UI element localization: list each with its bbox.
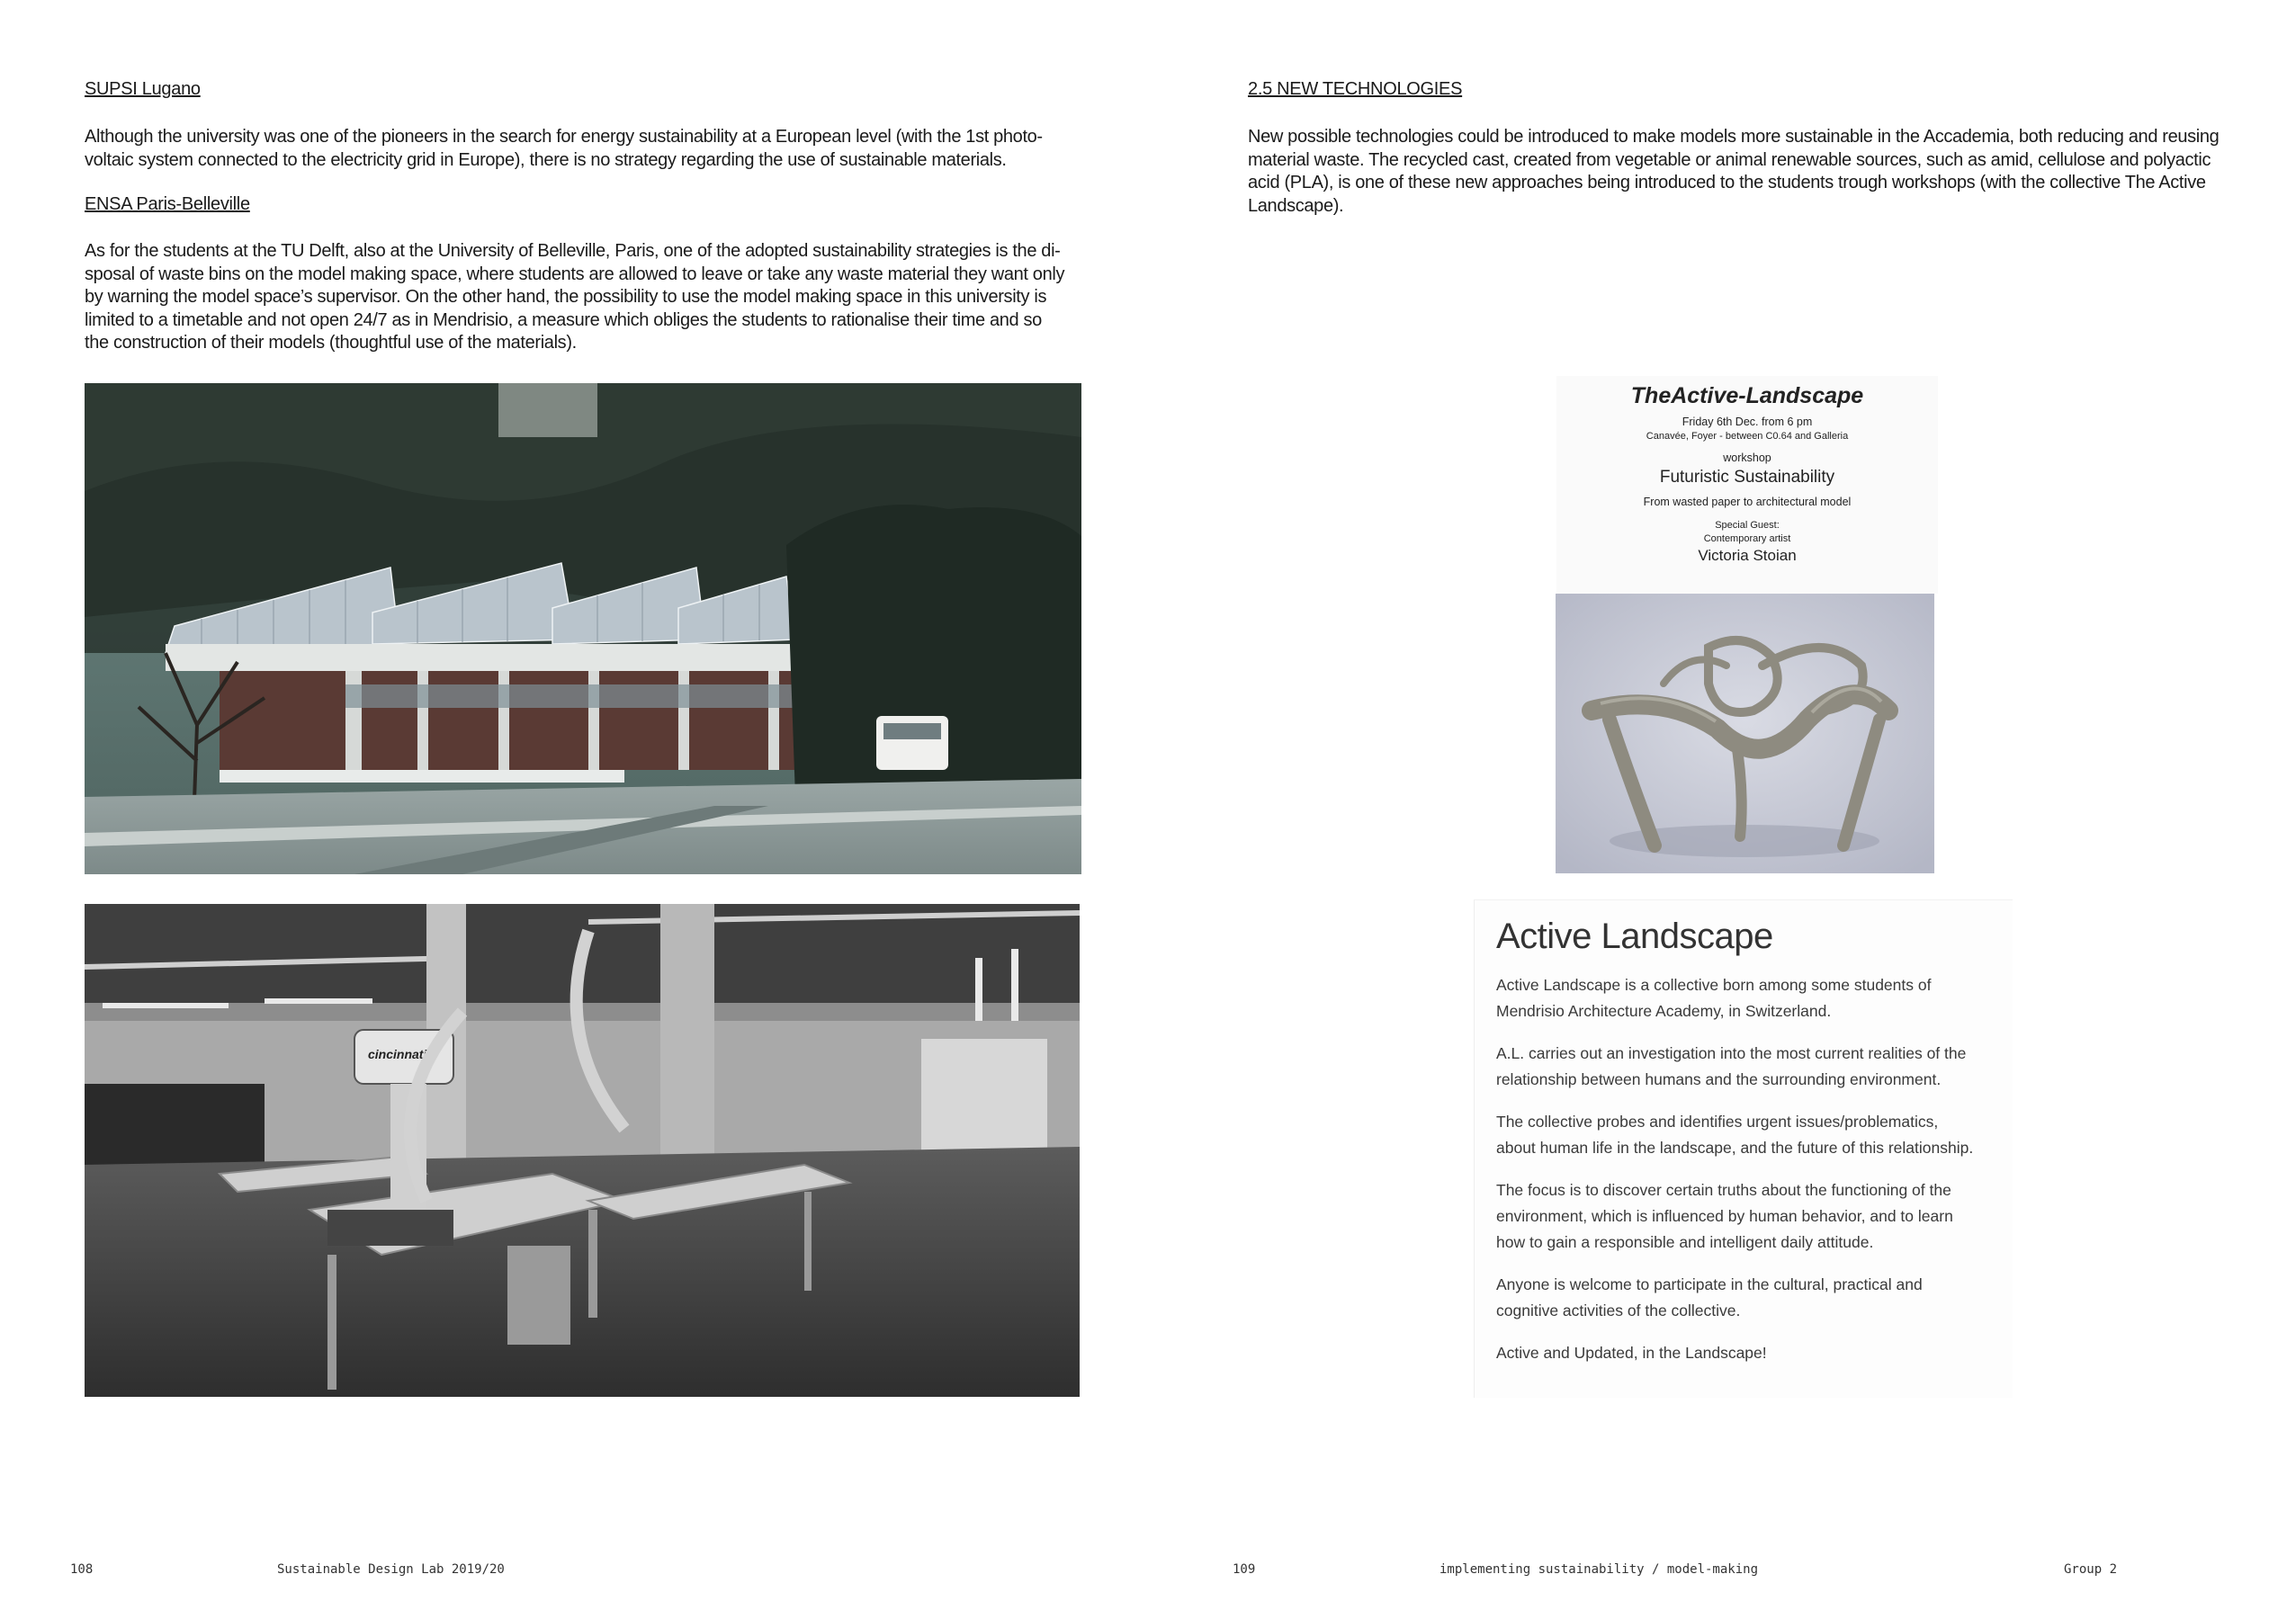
text-line: The collective probes and identifies urgent issues/problematics, [1496, 1113, 1939, 1131]
al-paragraph-6: Active and Updated, in the Landscape! [1496, 1344, 1767, 1362]
paragraph-new-technologies [1248, 126, 2243, 218]
poster-place: Canavée, Foyer - between C0.64 and Galleria [1646, 431, 1849, 442]
footer-title-left: Sustainable Design Lab 2019/20 [277, 1562, 505, 1577]
text-line: cognitive activities of the collective. [1496, 1301, 1741, 1319]
text-line: Active Landscape is a collective born among some students of [1496, 976, 1932, 994]
workshop-poster-text [1556, 376, 1938, 594]
text-line: material waste. The recycled cast, created from vegetable or animal renewable sources, such as amid, cellulose and polyactic [1248, 149, 2211, 170]
text-line: As for the students at the TU Delft, also at the University of Belleville, Paris, one of the adopted sustainability strategies is the di- [85, 241, 1061, 261]
footer-group: Group 2 [2064, 1562, 2118, 1577]
text-line: A.L. carries out an investigation into the most current realities of the [1496, 1044, 1967, 1062]
active-landscape-text [1496, 972, 2009, 1366]
al-paragraph-2 [1496, 1041, 2009, 1093]
active-landscape-title: Active Landscape [1496, 917, 1773, 956]
text-line: environment, which is influenced by human behavior, and to learn [1496, 1207, 1953, 1225]
machine-brand-label: cincinnati [368, 1047, 427, 1061]
active-landscape-panel [1474, 899, 2013, 1398]
poster-guest-label: Special Guest: [1715, 520, 1780, 531]
poster-kind: workshop [1723, 452, 1771, 464]
page-number-right: 109 [1233, 1562, 1256, 1577]
poster-guest-name: Victoria Stoian [1698, 547, 1797, 564]
text-line: relationship between humans and the surrounding environment. [1496, 1070, 1942, 1088]
solar-building-photo [85, 383, 1081, 874]
text-line: sposal of waste bins on the model making space, where students are allowed to leave or take any waste material they want only [85, 264, 1065, 284]
text-line: Landscape). [1248, 195, 1344, 216]
text-line: by warning the model space’s supervisor. On the other hand, the possibility to use the model making space in this university is [85, 287, 1047, 307]
workshop-photo [85, 904, 1080, 1397]
sculpture-photo [1556, 594, 1934, 873]
al-paragraph-3 [1496, 1109, 2009, 1161]
al-paragraph-4 [1496, 1177, 2009, 1256]
section-heading-ensa: ENSA Paris-Belleville [85, 194, 250, 214]
poster-guest-role: Contemporary artist [1703, 533, 1791, 544]
text-line: about human life in the landscape, and the future of this relationship. [1496, 1139, 1974, 1157]
text-line: Mendrisio Architecture Academy, in Switzerland. [1496, 1002, 1832, 1020]
paragraph-ensa [85, 240, 1080, 355]
poster-subtitle: From wasted paper to architectural model [1643, 496, 1852, 508]
text-line: The focus is to discover certain truths about the functioning of the [1496, 1181, 1951, 1199]
al-paragraph-5 [1496, 1272, 2009, 1324]
text-line: the construction of their models (thoughtful use of the materials). [85, 333, 577, 353]
poster-title: TheActive-Landscape [1630, 383, 1864, 408]
paragraph-supsi [85, 126, 1080, 172]
footer-title-right: implementing sustainability / model-making [1439, 1562, 1759, 1577]
section-heading-supsi: SUPSI Lugano [85, 79, 201, 99]
text-line: how to gain a responsible and intelligent daily attitude. [1496, 1233, 1874, 1251]
poster-date: Friday 6th Dec. from 6 pm [1682, 416, 1813, 428]
text-line: New possible technologies could be introduced to make models more sustainable in the Accademia, both reducing and reusing [1248, 127, 2220, 147]
section-heading-new-technologies: 2.5 NEW TECHNOLOGIES [1248, 79, 1463, 99]
al-paragraph-1 [1496, 972, 2009, 1024]
page-number-left: 108 [70, 1562, 94, 1577]
text-line: acid (PLA), is one of these new approaches being introduced to the students trough workshops (with the collective The Active [1248, 173, 2206, 192]
text-line: Anyone is welcome to participate in the cultural, practical and [1496, 1275, 1923, 1293]
text-line: limited to a timetable and not open 24/7 as in Mendrisio, a measure which obliges the students to rationalise their time and so [85, 309, 1042, 330]
text-line: Although the university was one of the pioneers in the search for energy sustainability at a European level (with the 1st photo- [85, 127, 1043, 147]
text-line: voltaic system connected to the electricity grid in Europe), there is no strategy regarding the use of sustainable materials. [85, 149, 1007, 170]
poster-workshop-title: Futuristic Sustainability [1659, 468, 1835, 487]
